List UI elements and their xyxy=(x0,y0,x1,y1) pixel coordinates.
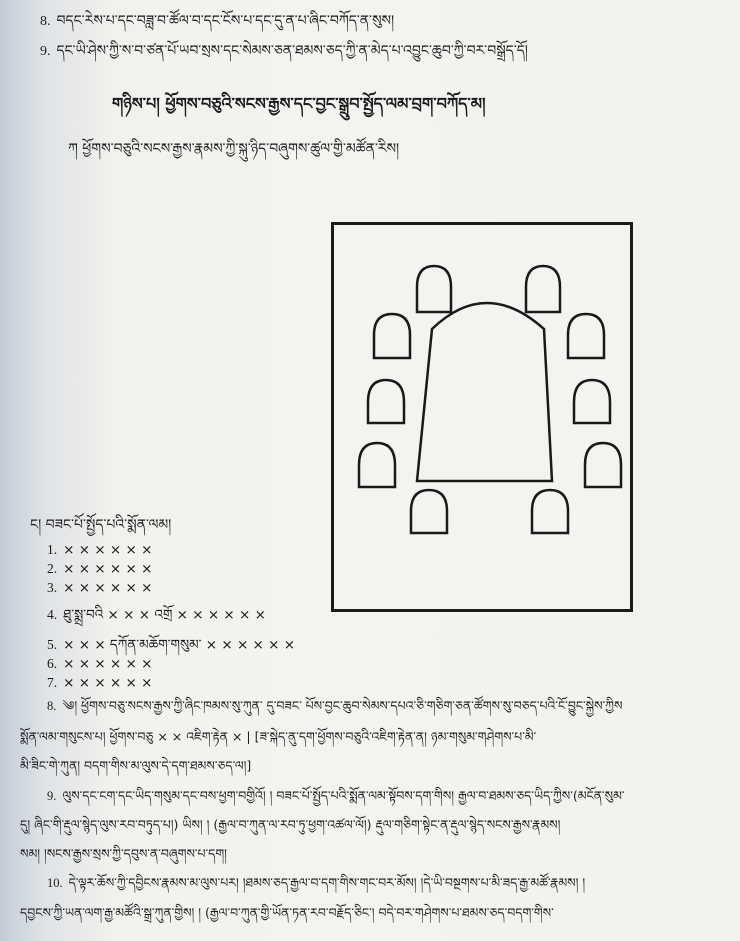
seat-icon xyxy=(532,490,568,533)
seat-icon xyxy=(411,490,447,533)
subsection-ka-caption: ཀ ཕྱོགས་བཅུའི་སངས་རྒྱས་རྣམས་ཀྱི་སྐུ་ཉིད་བཞུགས་ཚུལ་གྱི་མཚོན་རིས། xyxy=(68,141,400,157)
seat-icon xyxy=(568,314,604,358)
list-item xyxy=(47,561,152,577)
item-8-top xyxy=(40,12,394,31)
seat-icon xyxy=(417,266,451,312)
paragraph-9 xyxy=(47,787,625,805)
item-text: × × × × × × xyxy=(63,561,153,577)
item-number: 9. xyxy=(47,789,57,803)
item-number: 10. xyxy=(47,876,63,890)
item-9-top xyxy=(40,42,528,61)
item-text: × × × × × × xyxy=(63,675,153,691)
item-number: 7. xyxy=(47,675,58,690)
paragraph-line: དེ་ལྟར་ཆོས་ཀྱི་དབྱིངས་རྣམས་མ་ལུས་པར། །ཐམས་ཅད་རྒྱལ་བ་དག་གིས་གང་བར་མོས། །དེ་ཡི་བསྔགས་པ་མི་ཟད་རྒྱ་མཚོ་རྣམས། ། xyxy=(68,875,586,890)
seat-icon xyxy=(374,314,410,358)
item-text: ཐུ་སྨྲ་བའི × × × འགྲོ × × × × × × xyxy=(63,607,266,623)
item-text: བདང་རེས་པ་དང་བཟླ་བ་ཚོལ་བ་དང་ངོས་པ་དང་དུ་ན་པ་ཞིང་བཀོད་ན་སུས། xyxy=(56,13,395,29)
item-number: 9. xyxy=(40,44,51,59)
item-number: 1. xyxy=(47,542,58,557)
paragraph-line: མི་ཟིང་གེ་ཀུན། བདག་གིས་མ་ལུས་དེ་དག་ཐམས་ཅད་ལ།] xyxy=(20,758,252,773)
item-number: 8. xyxy=(40,14,51,29)
central-throne xyxy=(417,303,552,481)
seat-icon xyxy=(585,443,621,487)
item-number: 2. xyxy=(47,561,58,576)
seat-icon xyxy=(368,380,404,423)
paragraph-line: དུ། ཞིང་གི་རྡུལ་སྙེད་ལུས་རབ་བཏུད་པ།) ཡིས། ། (རྒྱལ་བ་ཀུན་ལ་རབ་ཏུ་ཕྱག་འཚལ་ལོ།) རྡུལ་གཅིག་སྟེང་ན་རྡུལ་སྙེད་སངས་རྒྱས་རྣམས། xyxy=(20,817,561,832)
item-number: 3. xyxy=(47,580,58,595)
item-number: 5. xyxy=(47,637,58,652)
list-item xyxy=(47,675,152,691)
item-number: 8. xyxy=(47,699,57,713)
paragraph-8 xyxy=(47,697,622,715)
item-text: × × × × × × xyxy=(63,656,153,672)
paragraph-line: ༄། ཕྱོགས་བཅུ་སངས་རྒྱས་ཀྱི་ཞིང་ཁམས་སུ་ཀུན་ དུ་བཟང་ པོས་བྱང་ཆུབ་སེམས་དཔའ་ཅི་གཅིག་ཅན་ཚོགས་སུ་བཅད་པའི་ངོ་བྱུང་སྐྱེས་ཀྱིས xyxy=(62,698,623,713)
figure-frame xyxy=(331,222,633,612)
seat-icon xyxy=(574,380,610,423)
item-number: 4. xyxy=(47,607,58,622)
list-item xyxy=(47,580,152,596)
list-item xyxy=(47,542,152,558)
subsection-nga-caption: ང། བཟང་པོ་སྤྱོད་པའི་སྨོན་ལམ། xyxy=(30,517,172,533)
seating-diagram xyxy=(334,225,630,609)
list-item xyxy=(47,656,152,672)
paragraph-10 xyxy=(47,874,585,892)
item-text: དང་ཡི་ཤེས་ཀྱི་ས་བ་ཙན་པོ་ཡབ་སྲས་དང་སེམས་ཅན་ཐམས་ཅད་ཀྱི་ན་མེད་པ་འབྱུང་ཆུབ་ཀྱི་བར་བསྒྲོད་དོ། xyxy=(56,43,528,59)
paragraph-line: སྨོན་ལམ་གསུངས་པ། ཕྱོགས་བཅུ × × འཇིག་རྟེན × | [ཟ་སྐེད་ནུ་དག་ཕྱོགས་བཅུའི་འཇིག་རྟེན་ན། ཉམ་གསུམ་གཤེགས་པ་མི་ xyxy=(20,729,537,744)
item-number: 6. xyxy=(47,656,58,671)
seat-icon xyxy=(359,443,395,487)
paragraph-line: དབྱངས་ཀྱི་ཡན་ལག་རྒྱ་མཚོའི་སྒྲ་ཀུན་གྱིས། ། (རྒྱལ་བ་ཀུན་གྱི་ཡོན་ཏན་རབ་བརྗོད་ཅིང་། བདེ་བར་གཤེགས་པ་ཐམས་ཅད་བདག་གིས་ xyxy=(20,905,554,920)
seat-icon xyxy=(526,266,560,312)
section-title: གཉིས་པ། ཕྱོགས་བཅུའི་སངས་རྒྱས་དང་བྱང་སྒྲུབ་སྤྱོད་ལམ་བྲག་བཀོད་མ། xyxy=(112,94,486,113)
paragraph-line: སམ། །སངས་རྒྱས་སྲས་ཀྱི་དབུས་ན་བཞུགས་པ་དག། xyxy=(20,846,227,861)
item-text: × × × × × × xyxy=(63,580,153,596)
paragraph-line: ལུས་དང་ངག་དང་ཡིད་གསུམ་དང་བས་ཕྱག་བགྱིའོ། ། བཟང་པོ་སྤྱོད་པའི་སྨོན་ལམ་སྟོབས་དག་གིས། རྒྱལ་བ་ཐམས་ཅད་ཡིད་ཀྱིས་(མངོན་སུམ་ xyxy=(62,788,625,803)
item-text: × × × × × × xyxy=(63,542,153,558)
item-text: × × × དཀོན་མཆོག་གསུམ་ × × × × × × xyxy=(63,637,296,653)
